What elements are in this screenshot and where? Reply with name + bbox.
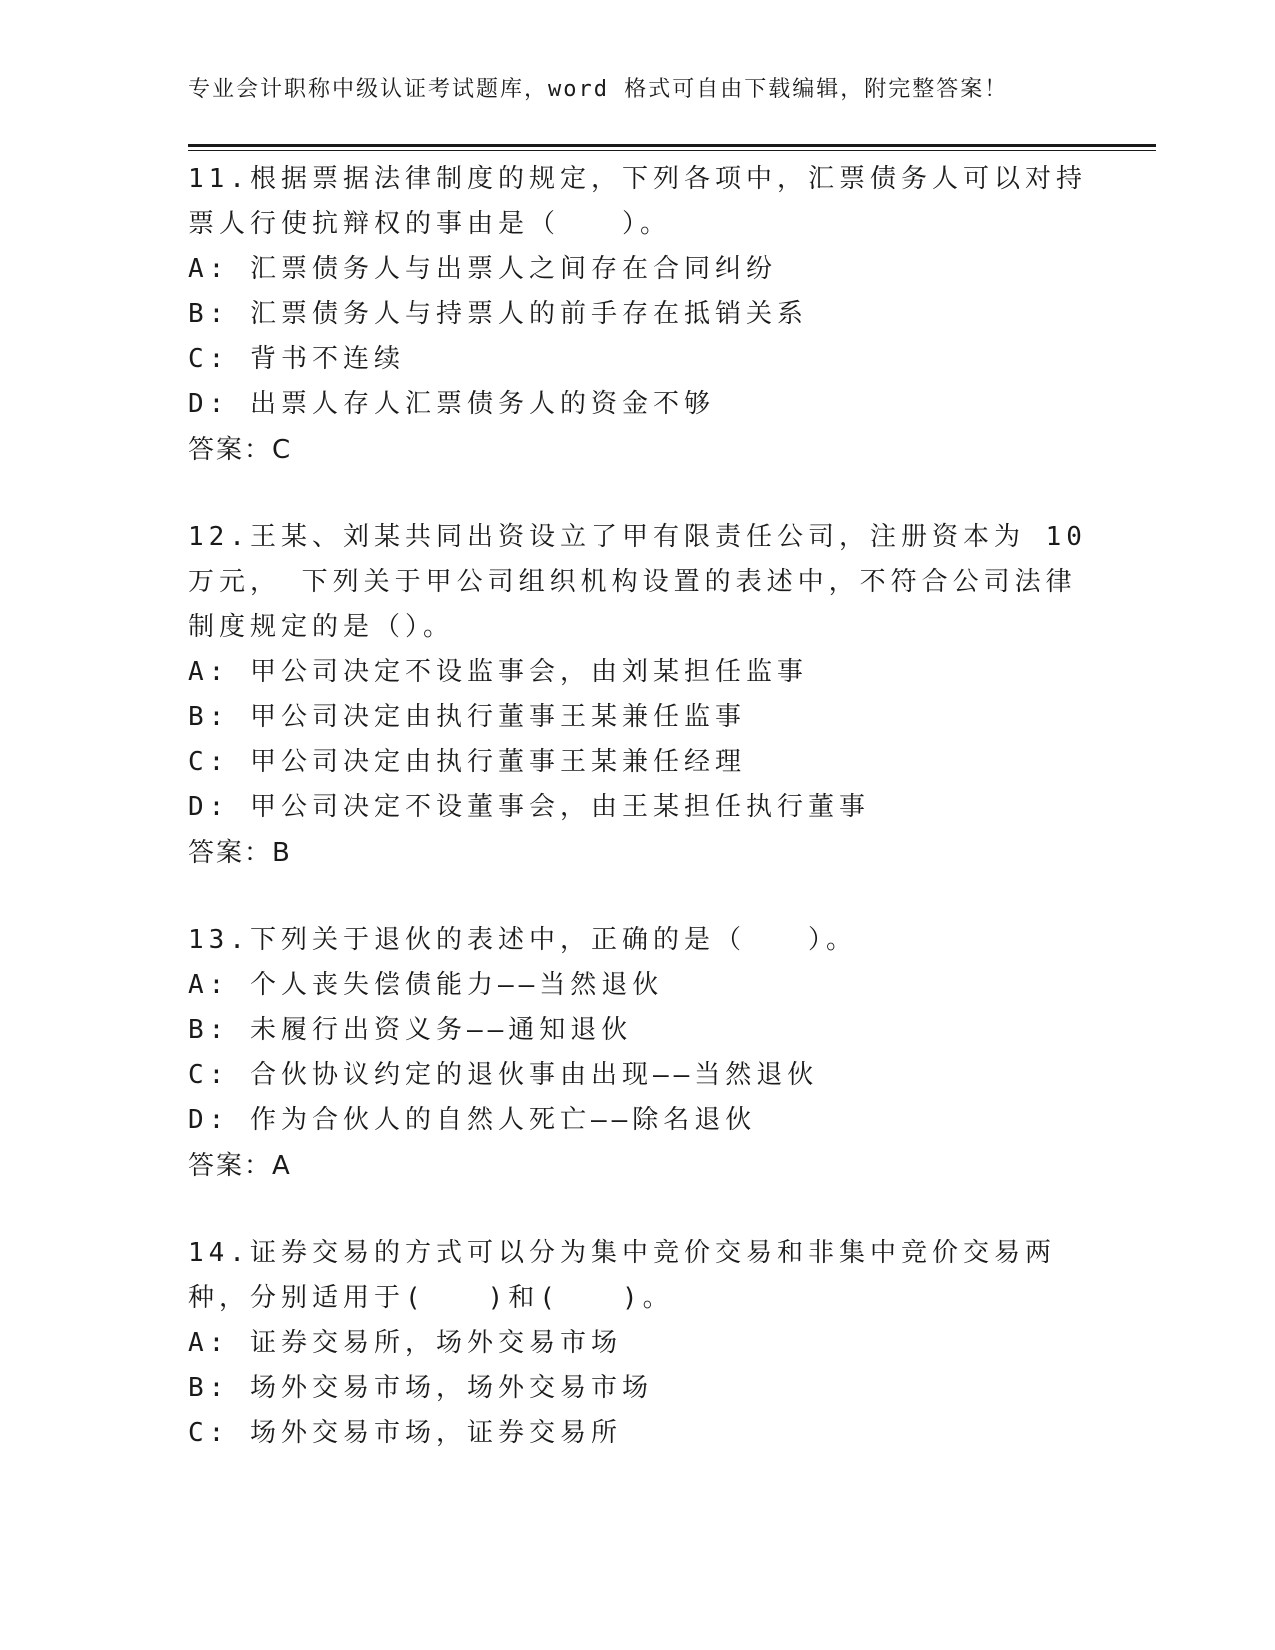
- option-a: A: 个人丧失偿债能力——当然退伙: [188, 970, 664, 1000]
- question-14: [188, 1231, 1088, 1456]
- option-b: B: 甲公司决定由执行董事王某兼任监事: [188, 702, 746, 732]
- option-a: A: 证券交易所，场外交易市场: [188, 1328, 622, 1358]
- header-rule-thick: [188, 144, 1156, 147]
- question-list: [188, 157, 1088, 1498]
- option-c: C: 场外交易市场，证券交易所: [188, 1418, 622, 1448]
- option-d: D: 出票人存人汇票债务人的资金不够: [188, 389, 715, 419]
- option-d: D: 甲公司决定不设董事会，由王某担任执行董事: [188, 792, 870, 822]
- question-text: 11.根据票据法律制度的规定，下列各项中，汇票债务人可以对持票人行使抗辩权的事由是（ ）。: [188, 164, 1087, 239]
- option-b: B: 汇票债务人与持票人的前手存在抵销关系: [188, 299, 808, 329]
- option-c: C: 甲公司决定由执行董事王某兼任经理: [188, 747, 746, 777]
- answer: 答案：B: [188, 838, 292, 868]
- option-a: A: 甲公司决定不设监事会，由刘某担任监事: [188, 657, 808, 687]
- answer: 答案：A: [188, 1151, 292, 1181]
- question-text: 12.王某、刘某共同出资设立了甲有限责任公司，注册资本为 10 万元， 下列关于甲公司组织机构设置的表述中，不符合公司法律制度规定的是（）。: [188, 522, 1087, 642]
- option-c: C: 合伙协议约定的退伙事由出现——当然退伙: [188, 1060, 819, 1090]
- page-header: 专业会计职称中级认证考试题库，word 格式可自由下载编辑，附完整答案！: [188, 77, 1009, 102]
- answer: 答案：C: [188, 435, 293, 465]
- option-c: C: 背书不连续: [188, 344, 405, 374]
- question-text: 13.下列关于退伙的表述中，正确的是（ ）。: [188, 925, 857, 955]
- question-text: 14.证券交易的方式可以分为集中竞价交易和非集中竞价交易两种，分别适用于( )和( )。: [188, 1238, 1056, 1313]
- option-b: B: 场外交易市场，场外交易市场: [188, 1373, 653, 1403]
- header-rule-thin: [188, 150, 1156, 151]
- option-d: D: 作为合伙人的自然人死亡——除名退伙: [188, 1105, 757, 1135]
- question-13: [188, 918, 1088, 1189]
- question-12: [188, 515, 1088, 876]
- question-11: [188, 157, 1088, 473]
- option-b: B: 未履行出资义务——通知退伙: [188, 1015, 633, 1045]
- option-a: A: 汇票债务人与出票人之间存在合同纠纷: [188, 254, 777, 284]
